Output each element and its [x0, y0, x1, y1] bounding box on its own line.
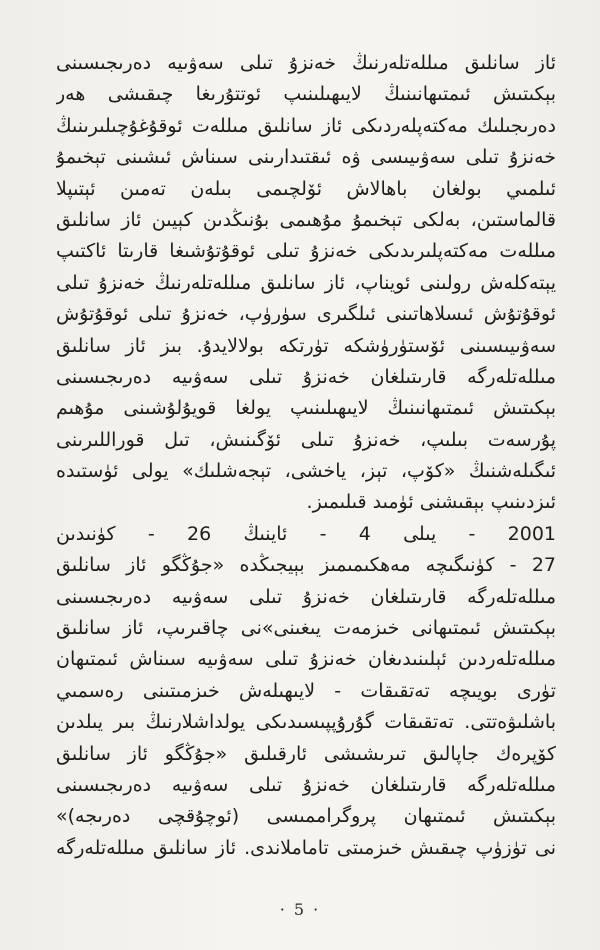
text-line: مىللەت مەكتەپلىرىدىكى خەنزۇ تىلى ئوقۇتۇشىغا قارىتا ئاكتىپ — [56, 240, 556, 263]
text-line: بېكىتىش ئىمتىھانىنىڭ لايىھىلىنىپ يولغا قويۇلۇشىنى مۇھىم — [56, 397, 556, 420]
text-line: ئىزدىنىپ بېقىشنى ئۈمىد قىلىمىز. — [306, 491, 556, 514]
text-line: ئاز سانلىق مىللەتلەرنىڭ خەنزۇ تىلى سەۋىيە دەرىجىسىنى — [56, 52, 556, 74]
text-line: يېتەكلەش رولىنى ئويناپ، ئاز سانلىق مىللەتلەرنىڭ خەنزۇ تىلى — [56, 271, 556, 294]
page-number: · 5 · — [279, 900, 321, 919]
text-line: پۇرسەت بىلىپ، خەنزۇ تىلى ئۆگىنىش، تىل قوراللىرىنى — [56, 428, 556, 451]
text-line: مىللەتلەرگە قارىتىلغان خەنزۇ تىلى سەۋىيە دەرىجىسىنى — [56, 365, 556, 388]
text-line: سەۋىيىسىنى ئۆستۈرۈشكە تۈرتكە بولالايدۇ. بىز ئاز سانلىق — [56, 334, 556, 357]
text-line: ئىلمىي بولغان باھالاش ئۆلچىمى بىلەن تەمىن ئېتىپلا — [56, 177, 556, 200]
text-line: تۈرى بويىچە تەتقىقات - لايىھىلەش خىزمىتىنى رەسمىي — [56, 679, 556, 702]
text-line: كۆپرەك جاپالىق تىرىشىشى ئارقىلىق «جۇڭگو ئاز سانلىق — [56, 742, 556, 765]
text-line: نى تۈزۈپ چىقىش خىزمىتى تاماملاندى. ئاز سانلىق مىللەتلەرگە — [56, 836, 556, 859]
text-line: باشلىۋەتتى. تەتقىقات گۇرۇپپىسىدىكى يولداشلارنىڭ بىر يىلدىن — [56, 711, 556, 734]
text-line: خەنزۇ تىلى سەۋىيىسى ۋە ئىقتىدارىنى سىناش ئىشىنى تېخىمۇ — [56, 146, 556, 169]
text-line: بېكىتىش ئىمتىھان پروگراممىسى (ئوچۇقچى دەرىجە)» — [56, 805, 556, 828]
text-line: مىللەتلەردىن ئېلىنىدىغان خەنزۇ تىلى سەۋىيە سىناش ئىمتىھان — [56, 648, 556, 671]
text-line: دەرىجىلىك مەكتەپلەردىكى ئاز سانلىق مىللەت ئوقۇغۇچىلىرىنىڭ — [56, 114, 556, 137]
text-line: ئوقۇتۇش ئىسلاھاتىنى ئىلگىرى سۈرۈپ، خەنزۇ تىلى ئوقۇتۇش — [56, 303, 556, 326]
text-line: مىللەتلەرگە قارىتىلغان خەنزۇ تىلى سەۋىيە دەرىجىسىنى — [56, 773, 556, 796]
body-text — [56, 48, 556, 864]
text-line: بېكىتىش ئىمتىھانىنىڭ لايىھىلىنىپ ئوتتۇرىغا چىقىشى ھەر — [56, 83, 556, 106]
text-line: 2001 - يىلى 4 - ئاينىڭ 26 - كۈنىدىن — [56, 522, 556, 545]
text-line: قالماستىن، بەلكى تېخىمۇ مۇھىمى بۇنىڭدىن كېيىن ئاز سانلىق — [56, 208, 556, 231]
text-line: بېكىتىش ئىمتىھانى خىزمەت يىغىنى»نى چاقىرىپ، ئاز سانلىق — [56, 617, 556, 640]
text-line: مىللەتلەرگە قارىتىلغان خەنزۇ تىلى سەۋىيە دەرىجىسىنى — [56, 585, 556, 608]
text-line: 27 - كۈنىگىچە مەھكىمىمىز بېيجىڭدە «جۇڭگو ئاز سانلىق — [56, 554, 556, 577]
text-line: ئىگىلەشنىڭ «كۆپ، تېز، ياخشى، تېجەشلىك» يولى ئۈستىدە — [56, 460, 556, 483]
